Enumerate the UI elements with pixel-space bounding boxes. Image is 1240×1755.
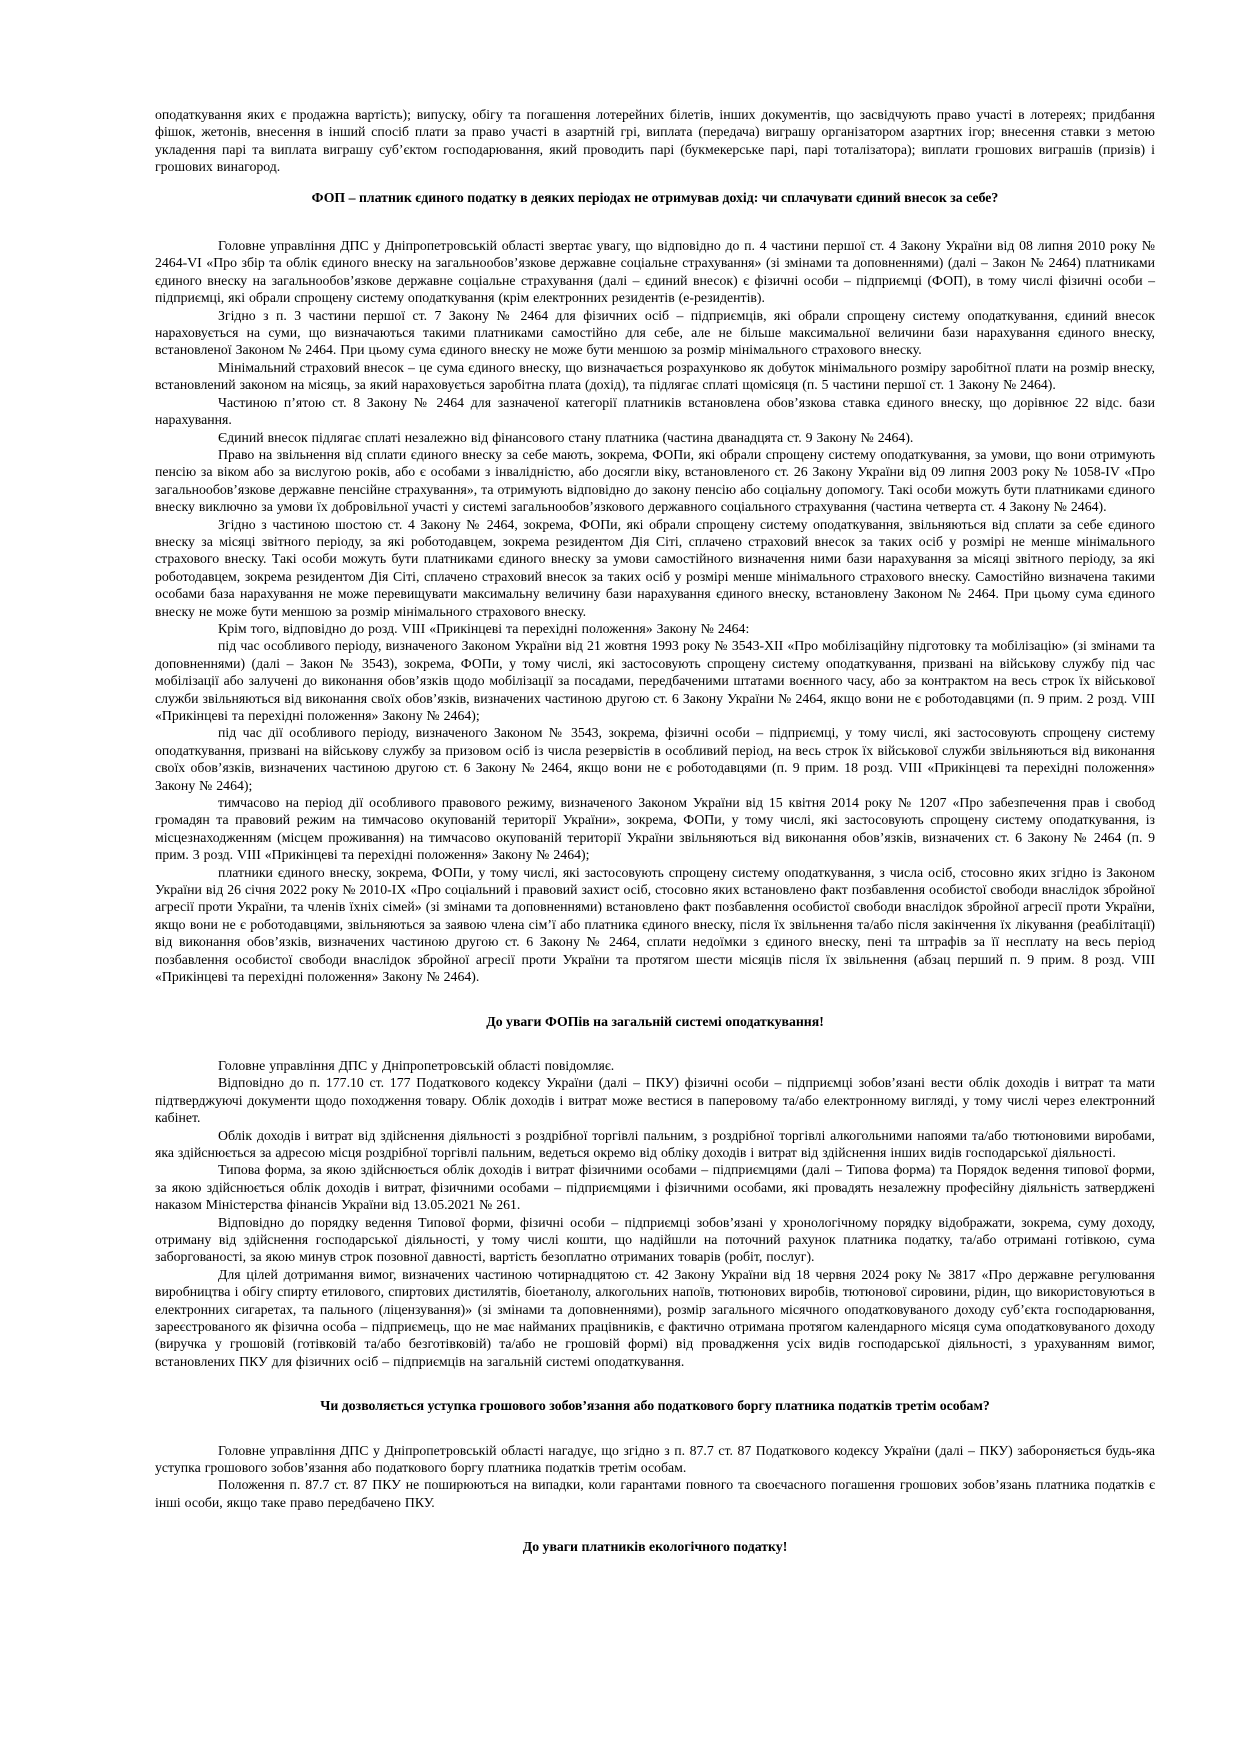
paragraph: тимчасово на період дії особливого правового режиму, визначеного Законом України від 15 квітня 2014 року № 1207 «Про забезпечення прав і свобод громадян та правовий режим на тимчасово окупованій території України», зокрема, ФОПи, у тому числі, які застосовують спрощену систему оподаткування, із місцезнаходженням (місцем проживання) на тимчасово окупованій території України звільняються від виконання обов’язків, визначених ст. 6 Закону № 2464 (п. 9 прим. 3 розд. VIII «Прикінцеві та перехідні положення» Закону № 2464); bbox=[155, 795, 1155, 863]
paragraph: Право на звільнення від сплати єдиного внеску за себе мають, зокрема, ФОПи, які обрали спрощену систему оподаткування, за умови, що вони отримують пенсію за віком або за вислугою років, або є особами з інвалідністю, або досягли віку, встановленого ст. 26 Закону України від 09 липня 2003 року № 1058-IV «Про загальнообов’язкове державне пенсійне страхування», та отримують відповідно до закону пенсію або соціальну допомогу. Такі особи можуть бути платниками єдиного внеску виключно за умови їх добровільної участі у системі загальнообов’язкового державного соціального страхування (частина четверта ст. 4 Закону № 2464). bbox=[155, 446, 1155, 515]
paragraph: Згідно з частиною шостою ст. 4 Закону № 2464, зокрема, ФОПи, які обрали спрощену систему оподаткування, звільняються від сплати за себе єдиного внеску за місяці звітного періоду, за які роботодавцем, зокрема резидентом Дія Сіті, сплачено страховий внесок за таких осіб у розмірі не менше мінімального страхового внеску. Такі особи можуть бути платниками єдиного внеску за умови самостійного визначення ними бази нарахування за місяці звітного періоду, за які роботодавцем, зокрема резидентом Дія Сіті, сплачено страховий внесок за таких осіб у розмірі менше мінімального страхового внеску. Самостійно визначена такими особами база нарахування не може перевищувати максимальну величину бази нарахування єдиного внеску, встановлену Законом № 2464. При цьому сума єдиного внеску не може бути меншою за розмір мінімального страхового внеску. bbox=[155, 516, 1155, 619]
paragraph: Головне управління ДПС у Дніпропетровській області звертає увагу, що відповідно до п. 4 частини першої ст. 4 Закону України від 08 липня 2010 року № 2464-VI «Про збір та облік єдиного внеску на загальнообов’язкове державне соціальне страхування» (зі змінами та доповненнями) (далі – Закон № 2464) платниками єдиного внеску на загальнообов’язкове державне соціальне страхування (далі – єдиний внесок) є фізичні особи – підприємці (ФОП), в тому числі фізичні особи – підприємці, які обрали спрощену систему оподаткування (крім електронних резидентів (е-резидентів). bbox=[155, 238, 1155, 306]
section-heading-debt-assignment: Чи дозволяється уступка грошового зобов’язання або податкового боргу платника податків третім особам? bbox=[320, 1398, 990, 1414]
section-heading-single-tax-fop: ФОП – платник єдиного податку в деяких періодах не отримував дохід: чи сплачувати єдиний внесок за себе? bbox=[311, 189, 999, 205]
intro-paragraph: оподаткування яких є продажна вартість); випуску, обігу та погашення лотерейних білетів, інших документів, що засвідчують право участі в лотереях; придбання фішок, жетонів, внесення в інший спосіб плати за право участі в азартній грі, виплата (передача) виграшу організатором азартних ігор; внесення ставки з метою укладення парі та виплата виграшу суб’єктом господарювання, який проводить парі (букмекерське парі, парі тоталізатора); виплати грошових виграшів (призів) і грошових винагород. bbox=[155, 107, 1155, 175]
paragraph: платники єдиного внеску, зокрема, ФОПи, у тому числі, які застосовують спрощену систему оподаткування, з числа осіб, стосовно яких згідно із Законом України від 26 січня 2022 року № 2010-IX «Про соціальний і правовий захист осіб, стосовно яких встановлено факт позбавлення особистої свободи внаслідок збройної агресії проти України, та членів їхніх сімей» (зі змінами та доповненнями) встановлено факт позбавлення особистої свободи внаслідок збройної агресії проти України, якщо вони не є роботодавцями, звільняються за заявою члена сім’ї або платника єдиного внеску, після їх звільнення та/або після закінчення їх лікування (реабілітації) від виконання обов’язків, визначених частиною другою ст. 6 Закону № 2464, сплати недоїмки з єдиного внеску, пені та штрафів за її несплату на весь період позбавлення особистої свободи внаслідок збройної агресії проти України та протягом шести місяців після їх звільнення (абзац перший п. 9 прим. 8 розд. VIII «Прикінцеві та перехідні положення» Закону № 2464). bbox=[155, 864, 1155, 985]
paragraph: Головне управління ДПС у Дніпропетровській області повідомляє. bbox=[218, 1057, 615, 1073]
paragraph: Відповідно до порядку ведення Типової форми, фізичні особи – підприємці зобов’язані у хронологічному порядку відображати, зокрема, суму доходу, отриману від здійснення господарської діяльності, у тому числі кошти, що надійшли на поточний рахунок платника податку, та/або отримані готівкою, сума заборгованості, за якою минув строк позовної давності, вартість безоплатно отриманих товарів (робіт, послуг). bbox=[155, 1214, 1155, 1265]
paragraph: Типова форма, за якою здійснюється облік доходів і витрат фізичними особами – підприємцями (далі – Типова форма) та Порядок ведення типової форми, за якою здійснюється облік доходів і витрат, фізичними особами – підприємцями і фізичними особами, які провадять незалежну професійну діяльність затверджені наказом Міністерства фінансів України від 13.05.2021 № 261. bbox=[155, 1162, 1155, 1213]
paragraph: Облік доходів і витрат від здійснення діяльності з роздрібної торгівлі пальним, з роздрібної торгівлі алкогольними напоями та/або тютюновими виробами, яка здійснюється за адресою місця роздрібної торгівлі пальним, ведеться окремо від обліку доходів і витрат від здійснення інших видів господарської діяльності. bbox=[155, 1127, 1155, 1160]
paragraph: Мінімальний страховий внесок – це сума єдиного внеску, що визначається розрахунково як добуток мінімального розміру заробітної плати на розмір внеску, встановлений законом на місяць, за який нараховується заробітна плата (дохід), та підлягає сплаті щомісяця (п. 5 частини першої ст. 1 Закону № 2464). bbox=[155, 359, 1155, 393]
paragraph: Для цілей дотримання вимог, визначених частиною чотирнадцятою ст. 42 Закону України від 18 червня 2024 року № 3817 «Про державне регулювання виробництва і обігу спирту етилового, спиртових дистилятів, біоетанолу, алкогольних напоїв, тютюнових виробів, тютюнової сировини, рідин, що використовуються в електронних сигаретах, та пального (ліцензування)» (зі змінами та доповненнями), розмір загального місячного оподатковуваного доходу суб’єкта господарювання, зареєстрованого як фізична особа – підприємець, що не має найманих працівників, є фактично отримана протягом календарного місяця сума оподатковуваного доходу (виручка у грошовій (готівковій та/або безготівковій) та/або не грошовій формі) від провадження усіх видів господарської діяльності, з урахуванням вимог, встановлених ПКУ для фізичних осіб – підприємців на загальній системі оподаткування. bbox=[155, 1266, 1155, 1369]
paragraph: Єдиний внесок підлягає сплаті незалежно від фінансового стану платника (частина дванадцята ст. 9 Закону № 2464). bbox=[218, 429, 914, 445]
paragraph: Положення п. 87.7 ст. 87 ПКУ не поширюються на випадки, коли гарантами повного та своєчасного погашення грошових зобов’язань платника податків є інші особи, якщо таке право передбачено ПКУ. bbox=[155, 1477, 1155, 1510]
paragraph: Частиною п’ятою ст. 8 Закону № 2464 для зазначеної категорії платників встановлена обов’язкова ставка єдиного внеску, що дорівнює 22 відс. бази нарахування. bbox=[155, 394, 1155, 428]
section-heading-general-system-fop: До уваги ФОПів на загальній системі оподаткування! bbox=[486, 1013, 824, 1029]
paragraph: під час дії особливого періоду, визначеного Законом № 3543, зокрема, фізичні особи – підприємці, у тому числі, які застосовують спрощену систему оподаткування, призвані на військову службу за призовом осіб із числа резервістів в особливий період, на весь строк їх військової служби звільняються від виконання своїх обов’язків, визначених частиною другою ст. 6 Закону № 2464, якщо вони не є роботодавцями (п. 9 прим. 18 розд. VIII «Прикінцеві та перехідні положення» Закону № 2464); bbox=[155, 725, 1155, 793]
paragraph: Згідно з п. 3 частини першої ст. 7 Закону № 2464 для фізичних осіб – підприємців, які обрали спрощену систему оподаткування, єдиний внесок нараховується на суми, що визначаються такими платниками самостійно для себе, але не більше максимальної величини бази нарахування єдиного внеску, встановленої Законом № 2464. При цьому сума єдиного внеску не може бути меншою за розмір мінімального страхового внеску. bbox=[155, 307, 1155, 358]
paragraph: під час особливого періоду, визначеного Законом України від 21 жовтня 1993 року № 3543-XII «Про мобілізаційну підготовку та мобілізацію» (зі змінами та доповненнями) (далі – Закон № 3543), зокрема, ФОПи, у тому числі, які застосовують спрощену систему оподаткування, призвані на військову службу під час мобілізації або залучені до виконання обов’язків щодо мобілізації за посадами, передбаченими штатами воєнного часу, або за контрактом на весь строк їх військової служби звільняються від виконання своїх обов’язків, визначених частиною другою ст. 6 Закону України № 2464, якщо вони не є роботодавцями (п. 9 прим. 2 розд. VIII «Прикінцеві та перехідні положення» Закону № 2464); bbox=[155, 638, 1155, 723]
paragraph: Крім того, відповідно до розд. VIII «Прикінцеві та перехідні положення» Закону № 2464: bbox=[218, 620, 750, 636]
section-heading-eco-tax: До уваги платників екологічного податку! bbox=[522, 1539, 788, 1555]
paragraph: Відповідно до п. 177.10 ст. 177 Податкового кодексу України (далі – ПКУ) фізичні особи – підприємці зобов’язані вести облік доходів і витрат та мати підтверджуючі документи щодо походження товару. Облік доходів і витрат може вестися в паперовому та/або електронному вигляді, у тому числі через електронний кабінет. bbox=[155, 1075, 1155, 1126]
paragraph: Головне управління ДПС у Дніпропетровській області нагадує, що згідно з п. 87.7 ст. 87 Податкового кодексу України (далі – ПКУ) забороняється будь-яка уступка грошового зобов’язання або податкового боргу платника податків третім особам. bbox=[155, 1442, 1155, 1476]
